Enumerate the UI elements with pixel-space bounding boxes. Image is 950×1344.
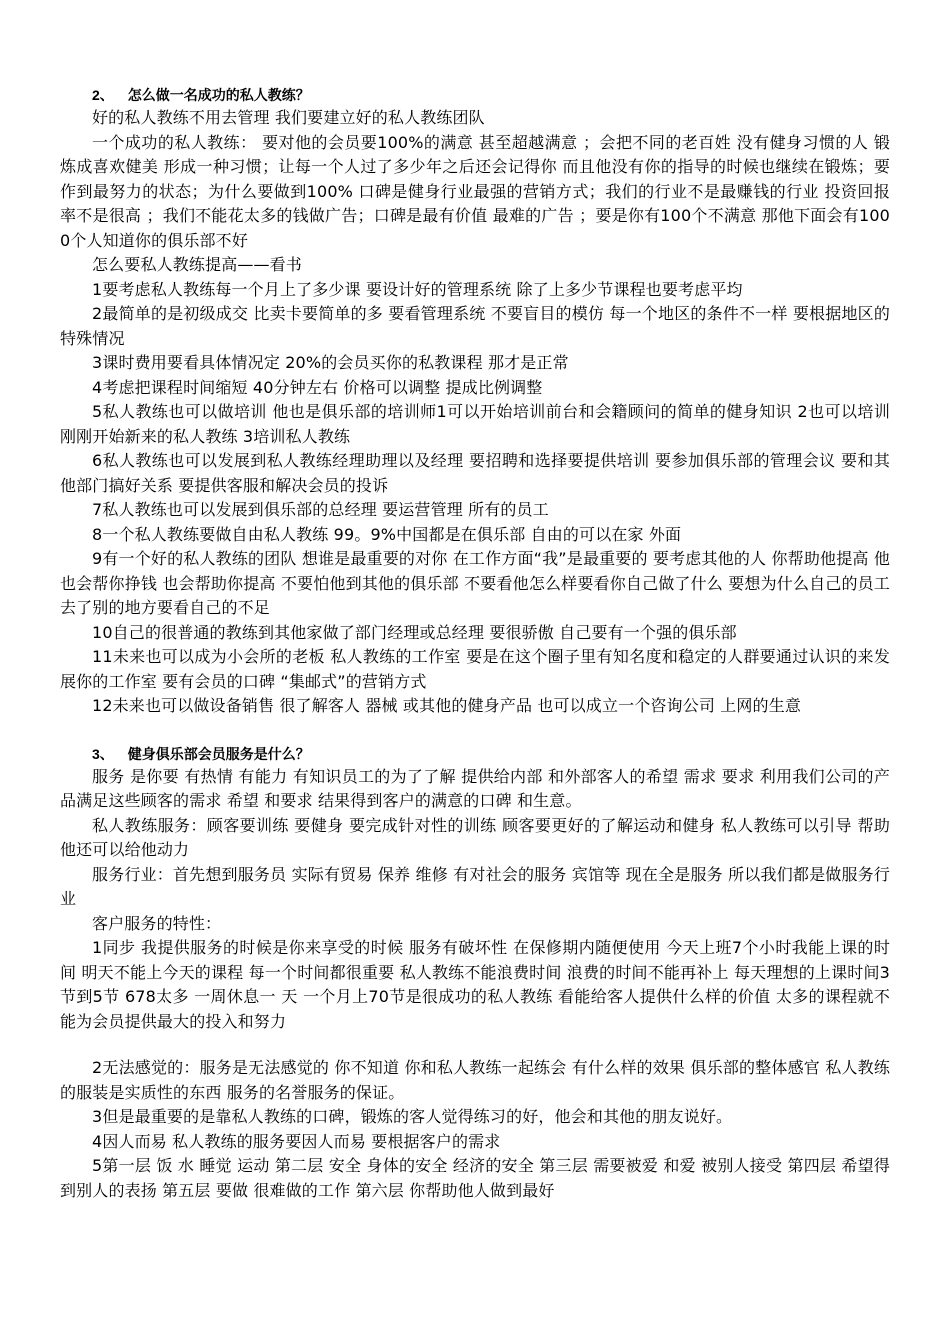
paragraph: 4因人而易 私人教练的服务要因人而易 要根据客户的需求 (92, 1131, 501, 1151)
section-3-number: 3、 (92, 745, 114, 762)
paragraph: 3课时费用要看具体情况定 20%的会员买你的私教课程 那才是正常 (92, 353, 569, 372)
paragraph: 1同步 我提供服务的时候是你来享受的时候 服务有破坏性 在保修期内随便使用 今天上班7个小时我能上课的时间 明天不能上今天的课程 每一个时间都很重要 私人教练不能浪费时间 浪费的时间不能再补上 每天理想的上课时间3节到5节 678太多 一周休息一 天 一个月上70节是很成功的私人教练 看能给客人提供什么样的价值 太多的课程就不能为会员提供最大的投入和努力 (60, 938, 890, 1031)
paragraph: 7私人教练也可以发展到俱乐部的总经理 要运营管理 所有的员工 (92, 500, 549, 519)
paragraph: 10自己的很普通的教练到其他家做了部门经理或总经理 要很骄傲 自己要有一个强的俱乐部 (92, 622, 737, 642)
paragraph: 4考虑把课程时间缩短 40分钟左右 价格可以调整 提成比例调整 (92, 377, 543, 397)
section-spacer (60, 719, 890, 743)
paragraph: 5私人教练也可以做培训 他也是俱乐部的培训师1可以开始培训前台和会籍顾问的简单的健身知识 2也可以培训刚刚开始新来的私人教练 3培训私人教练 (60, 402, 890, 446)
paragraph: 服务 是你要 有热情 有能力 有知识员工的为了了解 提供给内部 和外部客人的希望 需求 要求 利用我们公司的产品满足这些顾客的需求 希望 和要求 结果得到客户的满意的口碑 和生意。 (60, 766, 890, 810)
paragraph: 客户服务的特性： (92, 913, 222, 933)
paragraph: 12未来也可以做设备销售 很了解客人 器械 或其他的健身产品 也可以成立一个咨询公司 上网的生意 (92, 696, 801, 715)
paragraph: 一个成功的私人教练： 要对他的会员要100%的满意 甚至超越满意 ；会把不同的老百姓 没有健身习惯的人 锻炼成喜欢健美 形成一种习惯；让每一个人过了多少年之后还会记得你 而且他没有你的指导的时候也继续在锻炼；要作到最努力的状态；为什么要做到100% 口碑是健身行业最强的营销方式；我们的行业不是最赚钱的行业 投资回报率不是很高 ；我们不能花太多的钱做广告；口碑是最有价值 最难的广告 ；要是你有100个不满意 那他下面会有1000个人知道你的俱乐部不好 (60, 132, 890, 250)
section-3-heading (60, 743, 890, 765)
paragraph: 怎么要私人教练提高——看书 (92, 255, 302, 274)
paragraph: 6私人教练也可以发展到私人教练经理助理以及经理 要招聘和选择要提供培训 要参加俱乐部的管理会议 要和其他部门搞好关系 要提供客服和解决会员的投诉 (60, 451, 890, 495)
paragraph: 8一个私人教练要做自由私人教练 99。9%中国都是在俱乐部 自由的可以在家 外面 (92, 524, 682, 544)
paragraph: 11未来也可以成为小会所的老板 私人教练的工作室 要是在这个圈子里有知名度和稳定的人群要通过认识的来发展你的工作室 要有会员的口碑 “集邮式”的营销方式 (60, 647, 890, 691)
section-2-number: 2、 (92, 87, 114, 103)
section-3-title: 健身俱乐部会员服务是什么？ (127, 745, 310, 762)
paragraph-spacer (60, 1034, 890, 1056)
paragraph: 9有一个好的私人教练的团队 想谁是最重要的对你 在工作方面“我”是最重要的 要考虑其他的人 你帮助他提高 他也会帮你挣钱 也会帮助你提高 不要怕他到其他的俱乐部 不要看他怎么样要看你自己做了什么 要想为什么自己的员工去了别的地方要看自己的不足 (60, 549, 890, 617)
paragraph: 服务行业：首先想到服务员 实际有贸易 保养 维修 有对社会的服务 宾馆等 现在全是服务 所以我们都是做服务行业 (60, 864, 890, 908)
paragraph: 5第一层 饭 水 睡觉 运动 第二层 安全 身体的安全 经济的安全 第三层 需要被爱 和爱 被别人接受 第四层 希望得到别人的表扬 第五层 要做 很难做的工作 第六层 你帮助他人做到最好 (60, 1156, 890, 1200)
paragraph: 1要考虑私人教练每一个月上了多少课 要设计好的管理系统 除了上多少节课程也要考虑平均 (92, 279, 743, 299)
paragraph: 2无法感觉的：服务是无法感觉的 你不知道 你和私人教练一起练会 有什么样的效果 俱乐部的整体感官 私人教练的服装是实质性的东西 服务的名誉服务的保证。 (60, 1058, 890, 1102)
paragraph: 2最简单的是初级成交 比卖卡要简单的多 要看管理系统 不要盲目的模仿 每一个地区的条件不一样 要根据地区的特殊情况 (60, 304, 890, 348)
paragraph: 3但是最重要的是靠私人教练的口碑，锻炼的客人觉得练习的好，他会和其他的朋友说好。 (92, 1107, 733, 1126)
paragraph: 好的私人教练不用去管理 我们要建立好的私人教练团队 (92, 108, 485, 127)
section-2-title: 怎么做一名成功的私人教练？ (127, 87, 310, 103)
paragraph: 私人教练服务：顾客要训练 要健身 要完成针对性的训练 顾客要更好的了解运动和健身 私人教练可以引导 帮助他还可以给他动力 (60, 815, 890, 859)
document-page (60, 84, 890, 1203)
section-2-heading (60, 84, 890, 106)
